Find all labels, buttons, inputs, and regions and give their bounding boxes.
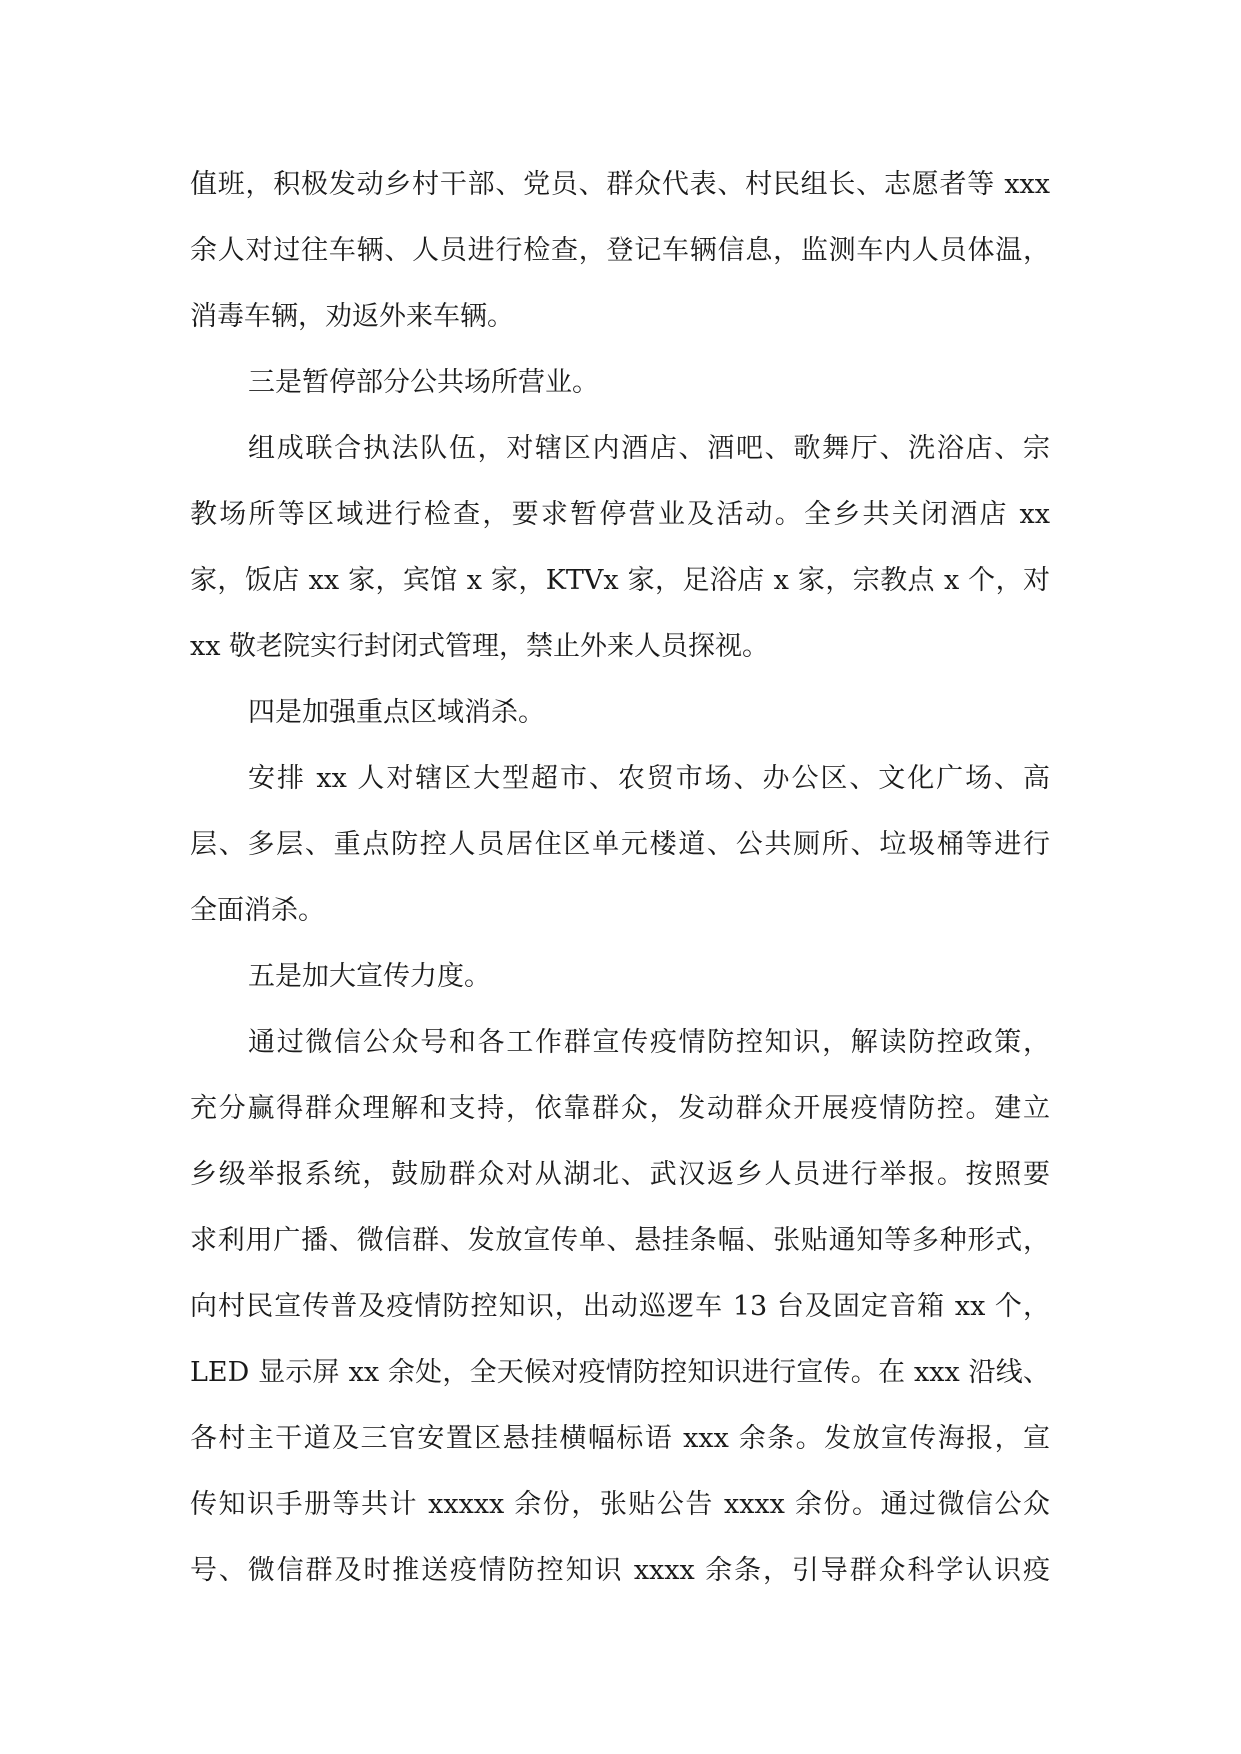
- text-line: 教场所等区域进行检查，要求暂停营业及活动。全乡共关闭酒店 xx: [190, 499, 1050, 530]
- text-line: 通过微信公众号和各工作群宣传疫情防控知识，解读防控政策，: [248, 1027, 1050, 1058]
- text-line: 组成联合执法队伍，对辖区内酒店、酒吧、歌舞厅、洗浴店、宗: [248, 433, 1050, 464]
- text-line: 余人对过往车辆、人员进行检查，登记车辆信息，监测车内人员体温，: [190, 235, 1050, 266]
- text-line: 求利用广播、微信群、发放宣传单、悬挂条幅、张贴通知等多种形式，: [190, 1225, 1050, 1256]
- text-line: 向村民宣传普及疫情防控知识，出动巡逻车 13 台及固定音箱 xx 个，: [190, 1291, 1050, 1322]
- text-line: LED 显示屏 xx 余处，全天候对疫情防控知识进行宣传。在 xxx 沿线、: [190, 1357, 1050, 1388]
- text-line: 家，饭店 xx 家，宾馆 x 家，KTVx 家，足浴店 x 家，宗教点 x 个，对: [190, 565, 1050, 596]
- text-line: 值班，积极发动乡村干部、党员、群众代表、村民组长、志愿者等 xxx: [190, 169, 1050, 200]
- section-heading: 四是加强重点区域消杀。: [248, 697, 545, 728]
- text-line: 乡级举报系统，鼓励群众对从湖北、武汉返乡人员进行举报。按照要: [190, 1159, 1050, 1190]
- text-line: xx 敬老院实行封闭式管理，禁止外来人员探视。: [190, 631, 770, 662]
- text-line: 传知识手册等共计 xxxxx 余份，张贴公告 xxxx 余份。通过微信公众: [190, 1489, 1050, 1520]
- section-heading: 五是加大宣传力度。: [248, 961, 491, 992]
- text-line: 层、多层、重点防控人员居住区单元楼道、公共厕所、垃圾桶等进行: [190, 829, 1050, 860]
- text-line: 号、微信群及时推送疫情防控知识 xxxx 余条，引导群众科学认识疫: [190, 1555, 1050, 1586]
- text-line: 全面消杀。: [190, 895, 325, 926]
- section-heading: 三是暂停部分公共场所营业。: [248, 367, 599, 398]
- text-line: 各村主干道及三官安置区悬挂横幅标语 xxx 余条。发放宣传海报，宣: [190, 1423, 1050, 1454]
- text-line: 消毒车辆，劝返外来车辆。: [190, 301, 514, 332]
- text-line: 安排 xx 人对辖区大型超市、农贸市场、办公区、文化广场、高: [248, 763, 1050, 794]
- text-line: 充分赢得群众理解和支持，依靠群众，发动群众开展疫情防控。建立: [190, 1093, 1050, 1124]
